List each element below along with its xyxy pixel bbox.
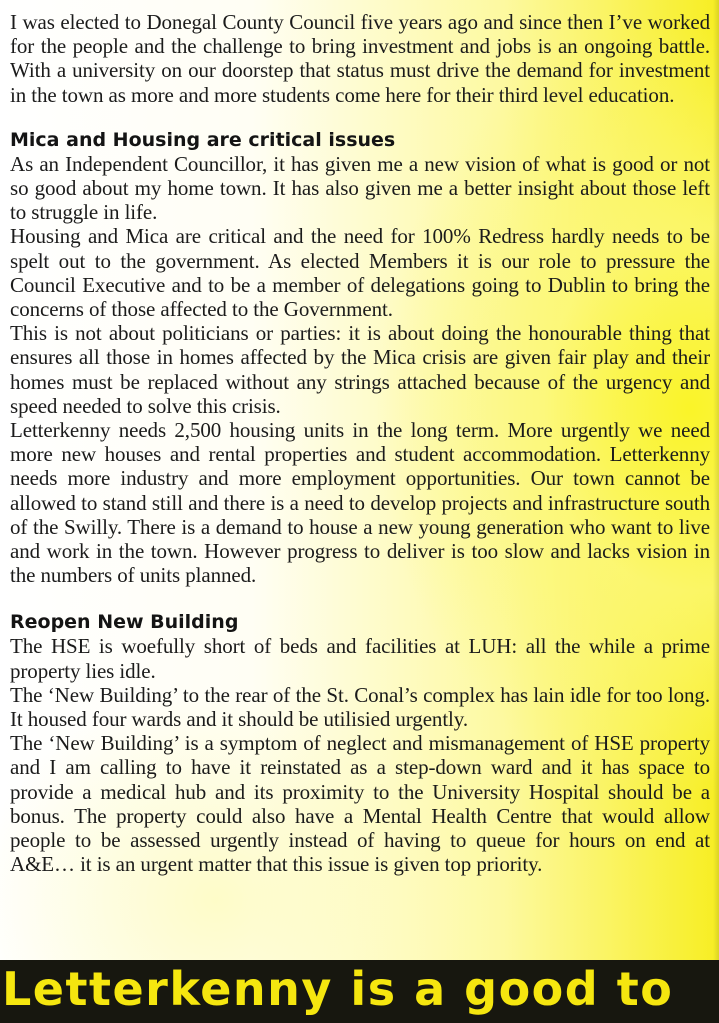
mica-housing-heading: Mica and Housing are critical issues bbox=[10, 128, 396, 151]
reopen-building-heading: Reopen New Building bbox=[10, 611, 239, 634]
page-fold-shadow bbox=[713, 0, 719, 960]
slogan-text: Letterkenny is a good to bbox=[2, 962, 674, 1016]
slogan-banner bbox=[0, 960, 719, 1023]
mica-paragraph-3: This is not about politicians or parties: it is about doing the honourable thing that ensures all those in homes affected by the Mica crisis are given fair play and their homes must be replaced without any strings attached because of the urgency and speed needed to solve this crisis. bbox=[10, 321, 710, 418]
reopen-paragraph-2: The ‘New Building’ to the rear of the St. Conal’s complex has lain idle for too long. It housed four wards and it should be utilisied urgently. bbox=[10, 682, 710, 732]
article-body bbox=[10, 10, 710, 877]
mica-paragraph-1: As an Independent Councillor, it has given me a new vision of what is good or not so good about my home town. It has also given me a better insight about those left to struggle in life. bbox=[10, 151, 710, 225]
intro-paragraph: I was elected to Donegal County Council five years ago and since then I’ve worked for the people and the challenge to bring investment and jobs is an ongoing battle. With a university on our doorstep that status must drive the demand for investment in the town as more and more students come here for their third level education. bbox=[10, 10, 710, 107]
reopen-paragraph-1: The HSE is woefully short of beds and facilities at LUH: all the while a prime property lies idle. bbox=[10, 634, 710, 683]
mica-paragraph-2: Housing and Mica are critical and the need for 100% Redress hardly needs to be spelt out to the government. As elected Members it is our role to pressure the Council Executive and to be a member of delegations going to Dublin to bring the concerns of those affected to the Government. bbox=[10, 224, 710, 322]
reopen-paragraph-3: The ‘New Building’ is a symptom of neglect and mismanagement of HSE property and I am calling to have it reinstated as a step-down ward and it has space to provide a medical hub and its proximity to the University Hospital should be a bonus. The property could also have a Mental Health Centre that would allow people to be assessed urgently instead of having to queue for hours on end at A&E… it is an urgent matter that this issue is given top priority. bbox=[10, 731, 710, 877]
mica-paragraph-4: Letterkenny needs 2,500 housing units in the long term. More urgently we need more new houses and rental properties and student accommodation. Letterkenny needs more industry and more employment opportunities. Our town cannot be allowed to stand still and there is a need to develop projects and infrastructure south of the Swilly. There is a demand to house a new young generation who want to live and work in the town. However progress to deliver is too slow and lacks vision in the numbers of units planned. bbox=[10, 418, 710, 588]
